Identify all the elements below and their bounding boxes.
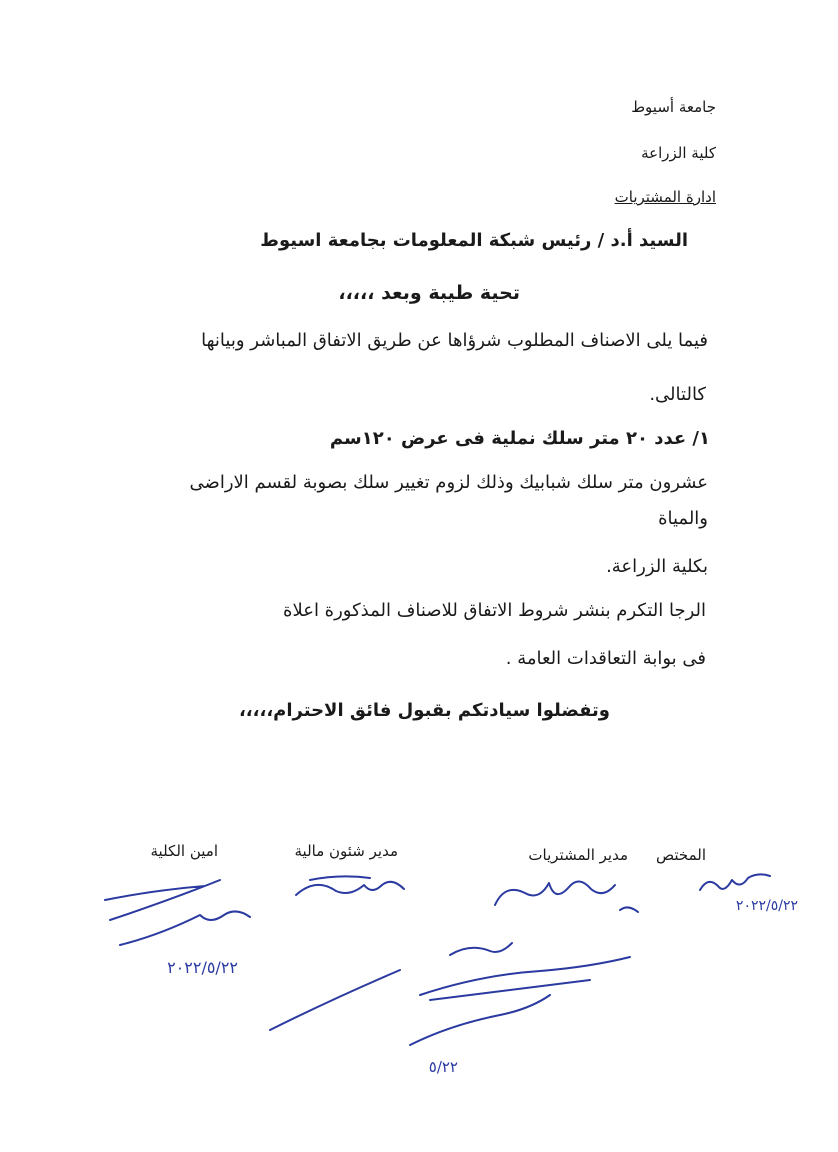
signature-approval [270,943,630,1045]
signature-specialist [700,874,770,890]
signature-label-specialist: المختص [656,846,706,864]
intro-line-1: فيما يلى الاصناف المطلوب شرؤاها عن طريق الاتفاق المباشر وبيانها [201,330,708,351]
addressee: السيد أ.د / رئيس شبكة المعلومات بجامعة اسيوط [260,230,688,251]
description-line-1: عشرون متر سلك شبابيك وذلك لزوم تغيير سلك بصوبة لقسم الاراضى [189,472,708,493]
signature-college-secretary [105,880,250,945]
request-line-2: فى بوابة التعاقدات العامة . [505,648,706,669]
department-name: ادارة المشتريات [614,188,716,206]
item-1: ١/ عدد ٢٠ متر سلك نملية فى عرض ١٢٠سم [329,428,710,449]
intro-line-2: كالتالى. [649,384,706,405]
closing: وتفضلوا سيادتكم بقبول فائق الاحترام،،،،، [238,700,610,721]
date-bottom: ٥/٢٢ [428,1058,458,1076]
date-specialist: ٢٠٢٢/٥/٢٢ [735,898,798,914]
request-line-1: الرجا التكرم بنشر شروط الاتفاق للاصناف المذكورة اعلاة [283,600,706,621]
signature-purchasing-manager [495,881,638,912]
faculty-name: كلية الزراعة [641,144,716,162]
date-secretary: ٢٠٢٢/٥/٢٢ [167,958,238,977]
signature-finance-manager [296,876,404,895]
signature-label-finance-manager: مدير شئون مالية [294,842,398,860]
greeting: تحية طيبة وبعد ،،،،، [338,282,520,304]
university-name: جامعة أسيوط [631,98,716,116]
description-line-2: والمياة [658,508,708,529]
description-line-3: بكلية الزراعة. [606,556,708,577]
signature-label-college-secretary: امين الكلية [150,842,218,860]
signature-label-purchasing-manager: مدير المشتريات [528,846,628,864]
